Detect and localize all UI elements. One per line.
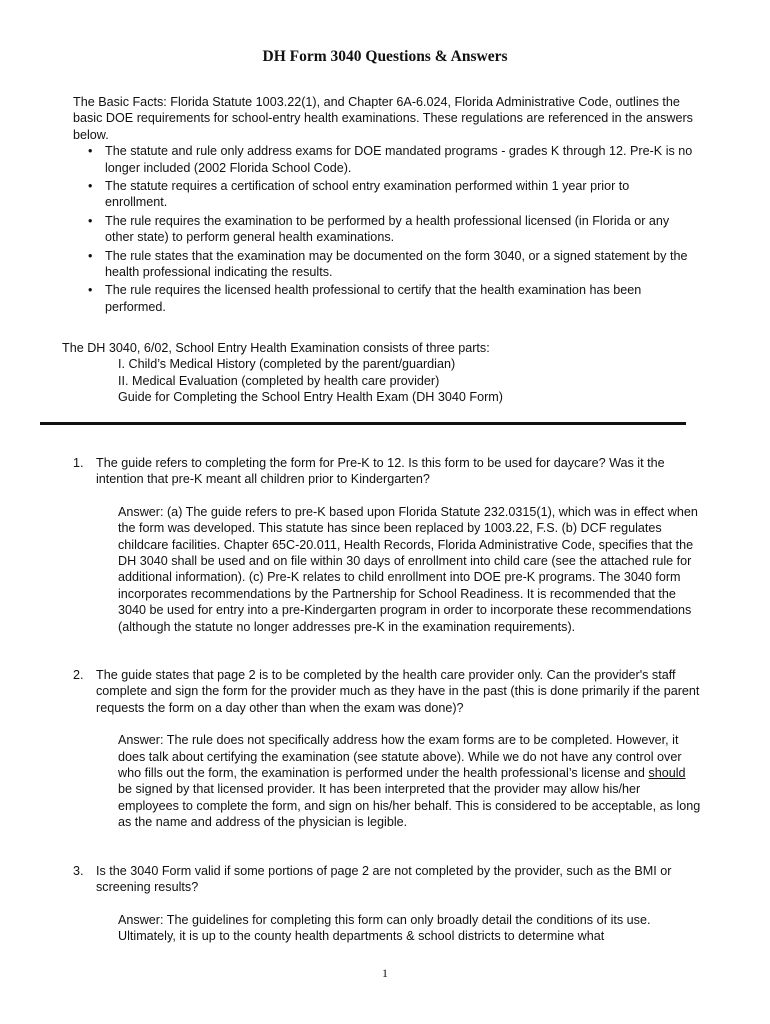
basic-facts-section (73, 94, 693, 317)
bullet-icon: • (88, 248, 93, 263)
basic-facts-intro: The Basic Facts: Florida Statute 1003.22(1), and Chapter 6A-6.024, Florida Administrative Code, outlines the basic DOE requirements for school-entry health examinations. These regulations are referenced in the answers below. (73, 95, 693, 142)
bullet-icon: • (88, 179, 93, 194)
basic-facts-list (73, 143, 693, 315)
parts-list (118, 356, 702, 405)
bullet-icon: • (88, 213, 93, 228)
part-item: II. Medical Evaluation (completed by health care provider) (118, 373, 440, 388)
part-item: I. Child’s Medical History (completed by the parent/guardian) (118, 357, 456, 372)
answer-text: Answer: The guidelines for completing this form can only broadly detail the conditions of its use. Ultimately, it is up to the county health departments & school districts to determine what (118, 912, 651, 944)
bullet-icon: • (88, 144, 93, 159)
question-number: 2. (73, 668, 84, 682)
underlined-emphasis: should (648, 766, 686, 781)
section-divider (40, 422, 686, 425)
answer-text: Answer: The rule does not specifically address how the exam forms are to be completed. However, it does talk about certifying the examination (see statute above). While we do not have any control over who fills out the form, the examination is performed under the health professional’s license and should be signed by that licensed provider. It has been interpreted that the provider may allow his/her employees to complete the form, and sign on his/her behalf. This is considered to be acceptable, as long as the name and address of the physician is legible. (118, 733, 701, 830)
question-number: 3. (73, 864, 84, 878)
list-item: • The statute requires a certification of school entry examination performed within 1 year prior to enrollment. (88, 179, 630, 210)
question-text: The guide states that page 2 is to be completed by the health care provider only. Can the provider's staff complete and sign the form for the provider much as they have in the past (this is done primarily if the parent requests the form on a day other than when the exam was done)? (96, 668, 700, 715)
list-item: • The rule requires the examination to be performed by a health professional licensed (in Florida or any other state) to perform general health examinations. (88, 213, 670, 245)
list-item: • The rule requires the licensed health professional to certify that the health examination has been performed. (88, 283, 642, 314)
question-number: 1. (73, 456, 84, 470)
question-1 (73, 455, 703, 635)
list-item: • The statute and rule only address exams for DOE mandated programs - grades K through 12. Pre-K is no longer included (2002 Florida School Code). (88, 144, 693, 175)
page-title: DH Form 3040 Questions & Answers (262, 48, 508, 65)
part-item: Guide for Completing the School Entry Health Exam (DH 3040 Form) (118, 390, 503, 405)
question-2 (73, 667, 703, 831)
question-text: The guide refers to completing the form for Pre-K to 12. Is this form to be used for daycare? Was it the intention that pre-K meant all children prior to Kindergarten? (96, 456, 665, 487)
page-number: 1 (382, 966, 388, 980)
question-text: Is the 3040 Form valid if some portions of page 2 are not completed by the provider, such as the BMI or screening results? (96, 864, 672, 895)
answer-text: Answer: (a) The guide refers to pre-K based upon Florida Statute 232.0315(1), which was in effect when the form was developed. This statute has since been replaced by 1003.22, F.S. (b) DCF regulates childcare facilities. Chapter 65C-20.011, Health Records, Florida Administrative Code, specifies that the DH 3040 shall be used and on file within 30 days of enrollment into child care (see the attached rule for additional information). (c) Pre-K relates to child enrollment into DOE pre-K programs. The 3040 form incorporates recommendations by the Partnership for School Readiness. It is recommended that the 3040 be used for entry into a pre-Kindergarten program in order to incorporate these recommendations (although the statute no longer addresses pre-K in the examination requirements). (118, 504, 698, 634)
bullet-icon: • (88, 283, 93, 298)
question-3 (73, 863, 703, 945)
form-parts-section (62, 340, 702, 406)
parts-intro: The DH 3040, 6/02, School Entry Health Examination consists of three parts: (62, 341, 490, 355)
list-item: • The rule states that the examination may be documented on the form 3040, or a signed statement by the health professional indicating the results. (88, 248, 688, 280)
